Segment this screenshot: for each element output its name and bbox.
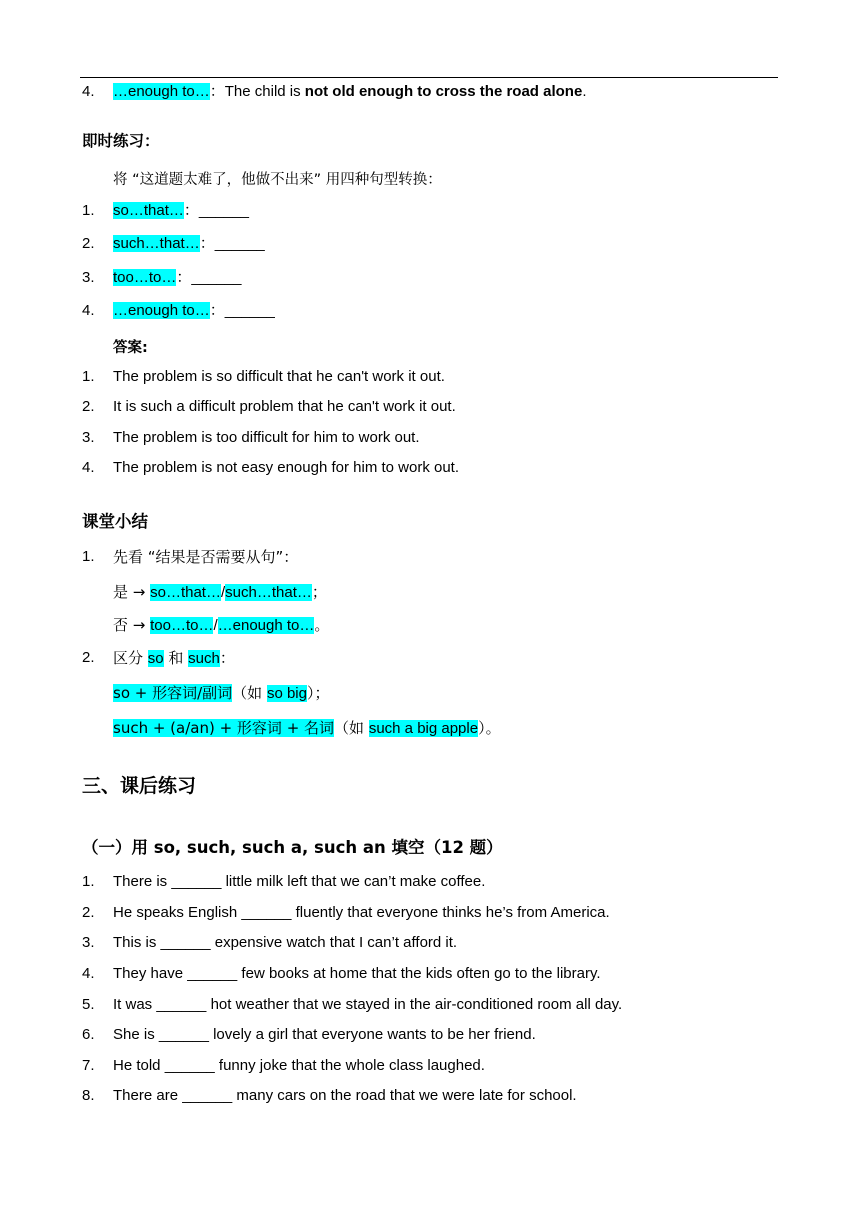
word-highlight: such — [188, 650, 220, 667]
pattern-highlight: …enough to… — [113, 83, 210, 100]
section-heading: 三、课后练习 — [82, 775, 197, 797]
rule-highlight: such + (a/an) + 形容词 + 名词 — [113, 719, 335, 737]
pattern-highlight: so…that… — [150, 584, 221, 601]
pattern-highlight: so…that… — [113, 202, 184, 219]
pattern-highlight: too…to… — [150, 617, 214, 634]
header-rule — [80, 77, 778, 78]
such-rule-line: such + (a/an) + 形容词 + 名词（如 such a big apple）。 — [113, 719, 501, 737]
practice-instruction: 将 “这道题太难了，他做不出来” 用四种句型转换： — [113, 172, 442, 188]
pattern-highlight: …enough to… — [217, 617, 315, 634]
example-highlight: such a big apple — [368, 720, 479, 737]
pattern-highlight: too…to… — [113, 269, 177, 286]
pattern-highlight: such…that… — [225, 584, 312, 601]
summary-no-line: 否 → too…to…/…enough to…。 — [113, 616, 330, 634]
exercise-heading: （一）用 so, such, such a, such an 填空（12 题） — [82, 838, 503, 857]
summary-heading: 课堂小结 — [82, 512, 148, 531]
practice-heading: 即时练习： — [82, 132, 160, 150]
rule-highlight: so + 形容词/副词 — [113, 684, 233, 702]
item-number: 4. — [82, 83, 95, 100]
pattern-highlight: …enough to… — [113, 302, 210, 319]
answer-label: 答案: — [113, 340, 148, 356]
so-rule-line: so + 形容词/副词（如 so big）； — [113, 684, 330, 702]
summary-yes-line: 是 → so…that…/such…that…； — [113, 583, 327, 601]
word-highlight: so — [147, 650, 164, 667]
pattern-highlight: such…that… — [113, 235, 200, 252]
bold-example: not old enough to cross the road alone — [304, 83, 583, 100]
example-highlight: so big — [266, 685, 307, 702]
